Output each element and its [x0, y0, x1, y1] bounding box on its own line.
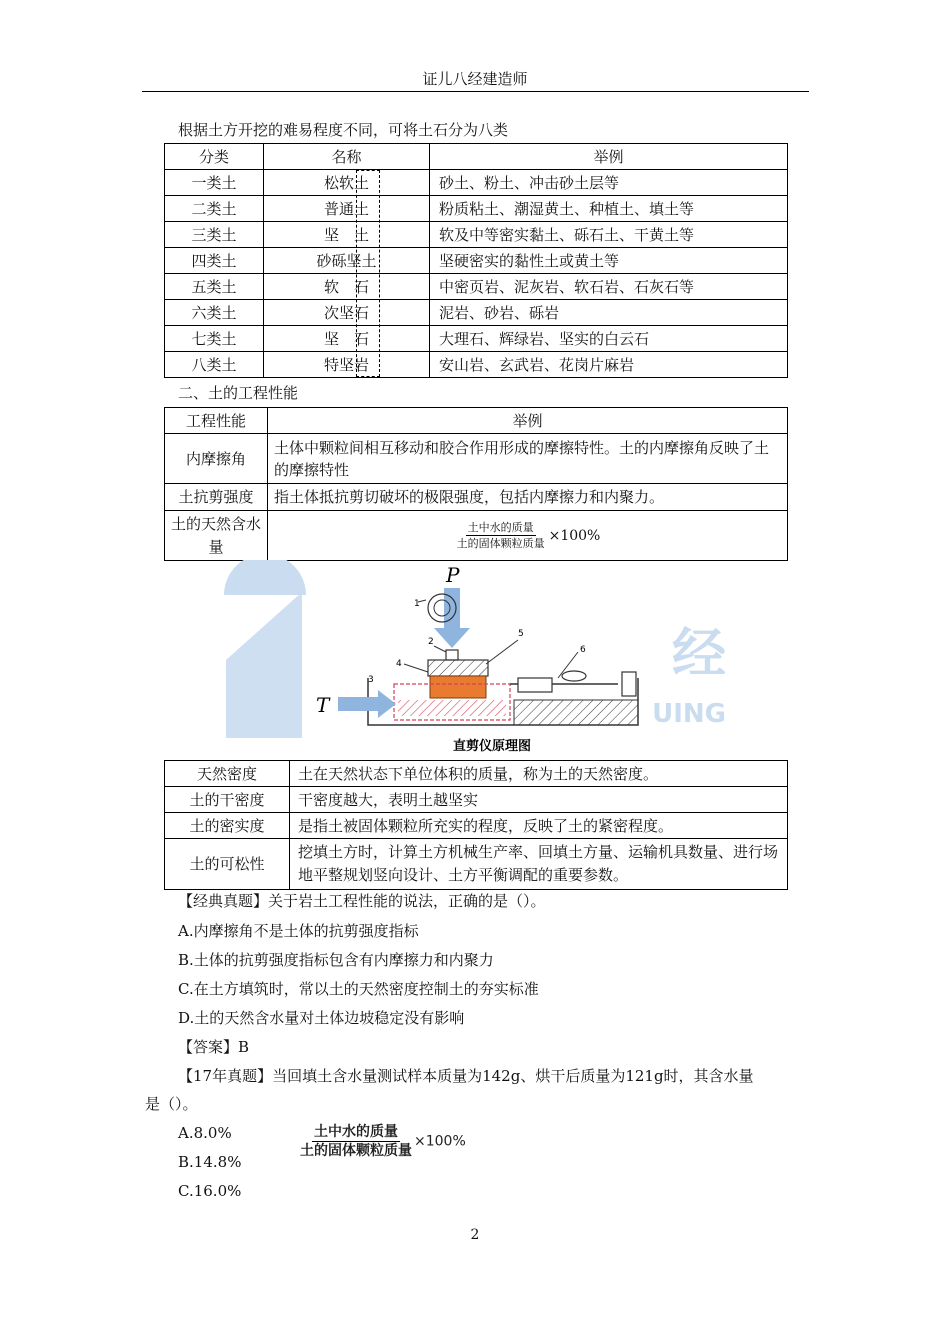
section-2-title: 二、土的工程性能	[178, 384, 299, 402]
category-cell: 一类土	[165, 170, 264, 196]
lower-box-hatch	[398, 700, 506, 716]
rod-block	[518, 678, 552, 692]
header-category: 分类	[165, 144, 264, 170]
question-1-option-d: D.土的天然含水量对土体边坡稳定没有影响	[178, 1009, 465, 1027]
properties-header-row	[165, 408, 788, 434]
property-desc-cell: 土体中颗粒间相互移动和胶合作用形成的摩擦特性。土的内摩擦角反映了土的摩擦特性	[268, 434, 788, 484]
intro-text: 根据土方开挖的难易程度不同，可将土石分为八类	[178, 121, 509, 139]
shear-arrow-t	[338, 690, 396, 718]
label-4: 4	[396, 659, 402, 669]
classification-header-row	[165, 144, 788, 170]
table-row	[165, 222, 788, 248]
fraction-numerator: 土中水的质量	[314, 1124, 398, 1140]
soil-classification-table	[164, 143, 788, 378]
table-row	[165, 434, 788, 484]
question-1-option-a: A.内摩擦角不是土体的抗剪强度指标	[178, 922, 419, 940]
header-property: 工程性能	[165, 408, 268, 434]
name-cell: 普通土	[264, 196, 430, 222]
water-content-fraction	[455, 521, 547, 550]
category-cell: 八类土	[165, 352, 264, 378]
table-row	[165, 326, 788, 352]
question-1-stem: 【经典真题】关于岩土工程性能的说法，正确的是（）。	[178, 892, 546, 910]
example-cell: 中密页岩、泥灰岩、软石岩、石灰石等	[430, 274, 788, 300]
property-desc-cell: 挖填土方时，计算土方机械生产率、回填土方量、运输机具数量、进行场地平整规划竖向设计、土方平衡调配的重要参数。	[290, 839, 788, 890]
water-content-formula-cell	[268, 511, 788, 561]
name-cell: 软 石	[264, 274, 430, 300]
example-cell: 坚硬密实的黏性土或黄土等	[430, 248, 788, 274]
base-block	[514, 700, 638, 725]
property-name-cell: 土的密实度	[165, 813, 290, 839]
table-row	[165, 274, 788, 300]
question-1-answer: 【答案】B	[178, 1038, 250, 1056]
header-example: 举例	[430, 144, 788, 170]
figure-caption: 直剪仪原理图	[452, 739, 532, 754]
label-5: 5	[518, 629, 524, 639]
label-6: 6	[580, 645, 586, 655]
name-cell: 次坚石	[264, 300, 430, 326]
question-2-fraction	[298, 1124, 414, 1159]
property-desc-cell: 干密度越大，表明土越坚实	[290, 787, 788, 813]
name-cell: 砂砾坚土	[264, 248, 430, 274]
watermark-triangle	[226, 592, 302, 738]
end-stop	[622, 672, 636, 696]
direct-shear-figure	[218, 560, 738, 760]
question-2-stem-line1: 【17年真题】当回填土含水量测试样本质量为142g、烘干后质量为121g时，其含水量	[178, 1067, 754, 1085]
question-2-option-b: B.14.8%	[178, 1153, 242, 1171]
table-row	[165, 484, 788, 511]
property-name-cell: 土抗剪强度	[165, 484, 268, 511]
header-rule	[142, 91, 809, 92]
example-cell: 泥岩、砂岩、砾岩	[430, 300, 788, 326]
table-row	[165, 170, 788, 196]
label-3: 3	[368, 675, 374, 685]
fraction-multiplier: ×100%	[414, 1133, 466, 1150]
example-cell: 粉质粘土、潮湿黄土、种植土、填土等	[430, 196, 788, 222]
page-number: 2	[470, 1227, 480, 1243]
property-desc-cell: 土在天然状态下单位体积的质量，称为土的天然密度。	[290, 761, 788, 787]
soil-sample	[430, 676, 486, 698]
page-header-title: 证儿八经建造师	[422, 70, 528, 88]
example-cell: 安山岩、玄武岩、花岗片麻岩	[430, 352, 788, 378]
upper-shear-box	[428, 660, 488, 676]
table-row	[165, 511, 788, 561]
property-name-cell: 土的天然含水量	[165, 511, 268, 561]
label-p: P	[446, 563, 460, 587]
density-properties-table	[164, 760, 788, 890]
piston	[446, 650, 458, 660]
dashed-highlight-box	[356, 170, 380, 377]
category-cell: 五类土	[165, 274, 264, 300]
property-name-cell: 内摩擦角	[165, 434, 268, 484]
question-1-option-c: C.在土方填筑时，常以土的天然密度控制土的夯实标准	[178, 980, 539, 998]
name-cell: 松软土	[264, 170, 430, 196]
property-desc-cell: 指土体抵抗剪切破坏的极限强度，包括内摩擦力和内聚力。	[268, 484, 788, 511]
name-cell: 坚 石	[264, 326, 430, 352]
property-name-cell: 土的干密度	[165, 787, 290, 813]
category-cell: 二类土	[165, 196, 264, 222]
header-example: 举例	[268, 408, 788, 434]
category-cell: 三类土	[165, 222, 264, 248]
property-name-cell: 天然密度	[165, 761, 290, 787]
table-row	[165, 787, 788, 813]
example-cell: 大理石、辉绿岩、坚实的白云石	[430, 326, 788, 352]
fraction-denominator: 土的固体颗粒质量	[456, 537, 545, 550]
question-2-formula	[298, 1124, 466, 1159]
header-name: 名称	[264, 144, 430, 170]
category-cell: 七类土	[165, 326, 264, 352]
label-1: 1	[414, 599, 420, 609]
proving-ring	[562, 671, 586, 681]
example-cell: 砂土、粉土、冲击砂土层等	[430, 170, 788, 196]
label-t: T	[316, 693, 330, 717]
table-row	[165, 352, 788, 378]
watermark-half-circle	[224, 560, 306, 595]
property-desc-cell: 是指土被固体颗粒所充实的程度，反映了土的紧密程度。	[290, 813, 788, 839]
property-name-cell: 土的可松性	[165, 839, 290, 890]
question-2-option-a: A.8.0%	[178, 1124, 232, 1142]
watermark-char: 经	[672, 622, 726, 685]
category-cell: 六类土	[165, 300, 264, 326]
fraction-multiplier: ×100%	[548, 527, 601, 544]
label-2: 2	[428, 637, 434, 647]
question-1-option-b: B.土体的抗剪强度指标包含有内摩擦力和内聚力	[178, 951, 494, 969]
watermark-text: UING	[652, 699, 726, 729]
question-2-stem-line2: 是（）。	[145, 1095, 198, 1113]
engineering-properties-table	[164, 407, 788, 561]
table-row	[165, 300, 788, 326]
question-2-option-c: C.16.0%	[178, 1182, 242, 1200]
category-cell: 四类土	[165, 248, 264, 274]
fraction-numerator: 土中水的质量	[467, 521, 534, 534]
table-row	[165, 248, 788, 274]
fraction-denominator: 土的固体颗粒质量	[300, 1143, 412, 1159]
table-row	[165, 839, 788, 890]
example-cell: 软及中等密实黏土、砾石土、干黄土等	[430, 222, 788, 248]
name-cell: 坚 土	[264, 222, 430, 248]
name-cell: 特坚岩	[264, 352, 430, 378]
table-row	[165, 813, 788, 839]
table-row	[165, 761, 788, 787]
table-row	[165, 196, 788, 222]
